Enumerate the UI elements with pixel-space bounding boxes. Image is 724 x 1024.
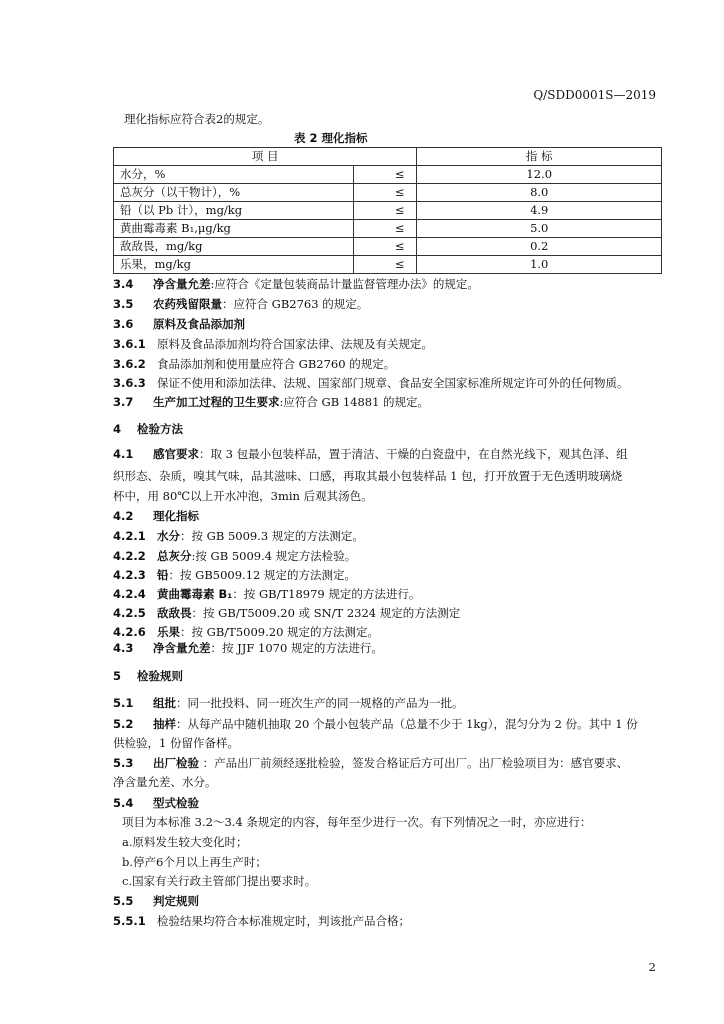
row-item: 水分，%	[114, 166, 354, 184]
table-row	[114, 256, 662, 274]
para-5-1: 5.1 组批：同一批投料、同一班次生产的同一规格的产品为一批。	[113, 696, 464, 710]
para-5-3-line1: 5.3 出厂检验 ：产品出厂前须经逐批检验，签发合格证后方可出厂。出厂检验项目为：感官要求、	[113, 756, 629, 770]
para-5-4-b: b.停产6个月以上再生产时；	[122, 855, 267, 869]
para-4-2-1: 4.2.1 水分：按 GB 5009.3 规定的方法测定。	[113, 529, 364, 543]
row-symbol: ≤	[353, 238, 417, 256]
row-item: 总灰分（以干物计），%	[114, 184, 354, 202]
para-3-6-2: 3.6.2 食品添加剂和使用量应符合 GB2760 的规定。	[113, 357, 396, 371]
para-3-5: 3.5 农药残留限量：应符合 GB2763 的规定。	[113, 297, 369, 311]
spec-table	[113, 147, 662, 274]
para-4-2-4: 4.2.4 黄曲霉毒素 B₁：按 GB/T18979 规定的方法进行。	[113, 587, 421, 601]
row-value: 4.9	[417, 202, 662, 220]
para-5-4-c: c.国家有关行政主管部门提出要求时。	[122, 874, 317, 888]
para-4-2-6: 4.2.6 乐果：按 GB/T5009.20 规定的方法测定。	[113, 625, 380, 639]
row-value: 1.0	[417, 256, 662, 274]
table-row	[114, 166, 662, 184]
row-symbol: ≤	[353, 202, 417, 220]
para-4-3: 4.3 净含量允差：按 JJF 1070 规定的方法进行。	[113, 641, 383, 655]
section-5-heading: 5 检验规则	[113, 669, 183, 683]
table-row	[114, 184, 662, 202]
para-3-6: 3.6 原料及食品添加剂	[113, 317, 245, 331]
para-3-6-3: 3.6.3 保证不使用和添加法律、法规、国家部门规章、食品安全国家标准所规定许可外的任何物质。	[113, 376, 629, 390]
table-header-row	[114, 148, 662, 166]
row-item: 铅（以 Pb 计），mg/kg	[114, 202, 354, 220]
para-4-1-line3: 杯中，用 80℃以上开水冲泡，3min 后观其汤色。	[113, 489, 373, 503]
para-4-2-3: 4.2.3 铅：按 GB5009.12 规定的方法测定。	[113, 568, 357, 582]
row-symbol: ≤	[353, 166, 417, 184]
para-4-2-2: 4.2.2 总灰分:按 GB 5009.4 规定方法检验。	[113, 549, 357, 563]
para-3-6-1: 3.6.1 原料及食品添加剂均符合国家法律、法规及有关规定。	[113, 337, 433, 351]
para-4-2: 4.2 理化指标	[113, 509, 199, 523]
para-4-2-5: 4.2.5 敌敌畏：按 GB/T5009.20 或 SN/T 2324 规定的方法测定	[113, 606, 461, 620]
row-symbol: ≤	[353, 256, 417, 274]
row-item: 敌敌畏，mg/kg	[114, 238, 354, 256]
para-5-4-a: a.原料发生较大变化时；	[122, 835, 248, 849]
table-row	[114, 220, 662, 238]
section-4-heading: 4 检验方法	[113, 422, 183, 436]
para-4-1-line2: 织形态、杂质，嗅其气味，品其滋味、口感，再取其最小包装样品 1 包，打开放置于无色透明玻璃烧	[113, 469, 623, 483]
para-5-5-1: 5.5.1 检验结果均符合本标准规定时，判该批产品合格；	[113, 914, 410, 928]
intro-text: 理化指标应符合表2的规定。	[124, 112, 270, 126]
row-value: 8.0	[417, 184, 662, 202]
row-value: 5.0	[417, 220, 662, 238]
para-4-1-line1: 4.1 感官要求：取 3 包最小包装样品，置于清洁、干燥的白瓷盘中，在自然光线下，观其色泽、组	[113, 447, 628, 461]
row-symbol: ≤	[353, 220, 417, 238]
row-value: 12.0	[417, 166, 662, 184]
para-5-2-line2: 供检验，1 份留作备样。	[113, 736, 239, 750]
para-3-7: 3.7 生产加工过程的卫生要求:应符合 GB 14881 的规定。	[113, 395, 430, 409]
doc-code: Q/SDD0001S—2019	[533, 88, 656, 102]
row-item: 乐果，mg/kg	[114, 256, 354, 274]
table-row	[114, 238, 662, 256]
table-caption: 表 2 理化指标	[294, 131, 368, 145]
row-item: 黄曲霉毒素 B₁,μg/kg	[114, 220, 354, 238]
page-number: 2	[648, 960, 656, 974]
para-3-4: 3.4 净含量允差:应符合《定量包装商品计量监督管理办法》的规定。	[113, 277, 479, 291]
para-5-4: 5.4 型式检验	[113, 796, 199, 810]
header-value: 指 标	[417, 148, 662, 166]
para-5-5: 5.5 判定规则	[113, 894, 199, 908]
row-symbol: ≤	[353, 184, 417, 202]
table-row	[114, 202, 662, 220]
row-value: 0.2	[417, 238, 662, 256]
para-5-3-line2: 净含量允差、水分。	[113, 775, 217, 789]
para-5-4-line1: 项目为本标准 3.2～3.4 条规定的内容，每年至少进行一次。有下列情况之一时，亦应进行：	[122, 815, 592, 829]
para-5-2-line1: 5.2 抽样：从每产品中随机抽取 20 个最小包装产品（总量不少于 1kg），混匀分为 2 份。其中 1 份	[113, 717, 638, 731]
header-item: 项 目	[114, 148, 417, 166]
